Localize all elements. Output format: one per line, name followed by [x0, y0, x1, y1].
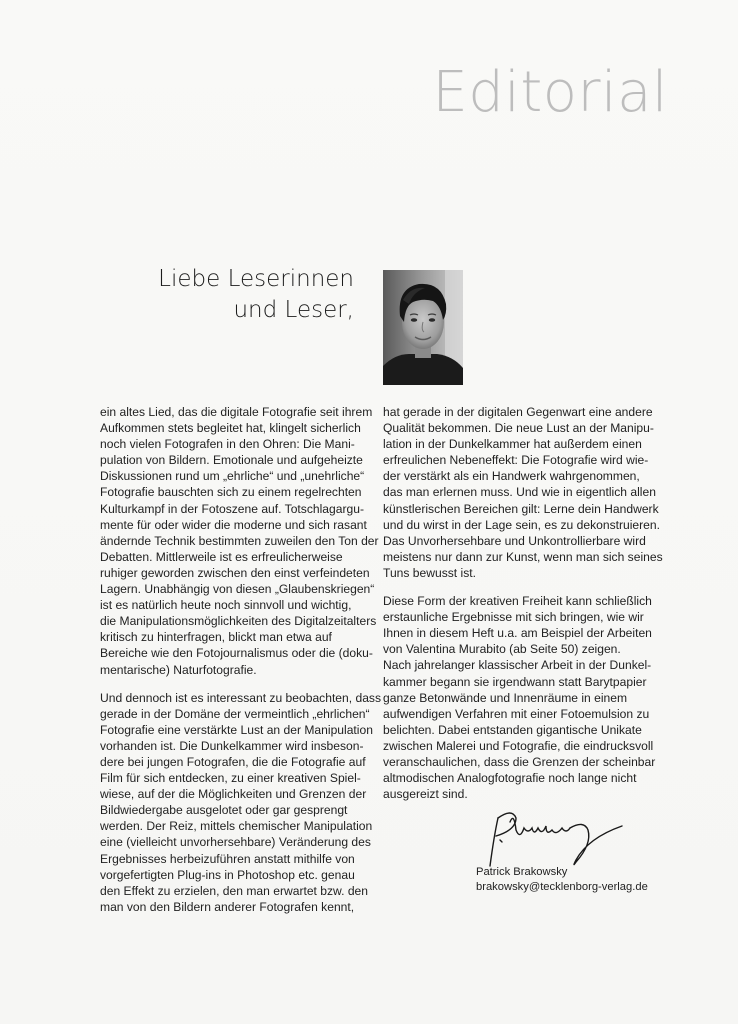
- text-line: ein altes Lied, das die digitale Fotografie seit ihrem: [100, 405, 373, 419]
- author-name: Patrick Brakowsky: [476, 866, 568, 878]
- text-line: Tuns bewusst ist.: [383, 565, 476, 580]
- text-line: aufwendigen Verfahren mit einer Fotoemulsion zu: [383, 706, 650, 721]
- left-paragraph-1: [100, 404, 379, 678]
- text-line: Ergebnisses herbeizuführen anstatt mithilfe von: [100, 851, 355, 866]
- text-line: Qualität bekommen. Die neue Lust an der Manipu-: [383, 421, 654, 436]
- greeting-heading: [158, 264, 354, 326]
- text-line: Und dennoch ist es interessant zu beobachten, dass: [100, 690, 382, 705]
- text-line: Film für sich entdecken, zu einer kreativen Spiel-: [100, 771, 361, 786]
- text-line: erfreulichen Nebeneffekt: Die Fotografie wird wie-: [383, 453, 649, 468]
- text-line: lation in der Dunkelkammer hat außerdem einen: [383, 437, 642, 452]
- text-line: wiese, auf der die Möglichkeiten und Grenzen der: [100, 787, 367, 802]
- left-paragraph-2: [100, 690, 382, 915]
- text-line: mentarische) Naturfotografie.: [100, 662, 257, 677]
- text-line: gerade in der Domäne der vermeintlich „ehrlichen“: [100, 706, 370, 721]
- text-line: noch vielen Fotografen in den Ohren: Die Mani-: [100, 437, 355, 452]
- text-line: Das Unvorhersehbare und Unkontrollierbare wird: [383, 533, 646, 548]
- text-line: ist es natürlich heute noch sinnvoll und wichtig,: [100, 598, 352, 613]
- text-line: Diskussionen rund um „ehrliche“ und „unehrliche“: [100, 469, 365, 484]
- text-line: vorhanden ist. Die Dunkelkammer wird insbeson-: [100, 738, 364, 753]
- text-line: Bereiche wie den Fotojournalismus oder die (doku-: [100, 646, 373, 661]
- text-line: man von den Bildern anderer Fotografen kennt,: [100, 899, 355, 914]
- text-line: werden. Der Reiz, mittels chemischer Manipulation: [100, 819, 373, 834]
- text-line: altmodischen Analogfotografie noch lange nicht: [383, 771, 637, 786]
- text-line: der verstärkt als ein Handwerk wahrgenommen,: [383, 469, 640, 484]
- text-line: Fotografie eine verstärkte Lust an der Manipulation: [100, 722, 373, 737]
- text-line: Bildwiedergabe ausgelotet oder gar gesprengt: [100, 803, 348, 818]
- text-line: hat gerade in der digitalen Gegenwart eine andere: [383, 405, 653, 419]
- text-line: die Manipulationsmöglichkeiten des Digitalzeitalters: [100, 614, 377, 629]
- right-paragraph-1: [383, 404, 663, 581]
- text-line: Diese Form der kreativen Freiheit kann schließlich: [383, 594, 652, 609]
- text-line: pulation von Bildern. Emotionale und aufgeheizte: [100, 453, 363, 468]
- greeting-line-2: und Leser,: [233, 297, 354, 323]
- text-line: von Valentina Murabito (ab Seite 50) zeigen.: [383, 642, 621, 657]
- text-line: kritisch zu hinterfragen, blickt man etwa auf: [100, 630, 332, 645]
- right-paragraph-2: [383, 593, 656, 802]
- text-line: das man erlernen muss. Und wie in eigentlich allen: [383, 485, 656, 500]
- right-text-column: [383, 404, 663, 814]
- text-line: kammer begann sie irgendwann statt Barytpapier: [383, 674, 647, 689]
- text-line: Ihnen in diesem Heft u.a. am Beispiel der Arbeiten: [383, 626, 652, 641]
- text-line: ganze Betonwände und Innenräume in einem: [383, 690, 628, 705]
- text-line: Aufkommen stets begleitet hat, klingelt sicherlich: [100, 421, 361, 436]
- text-line: den Effekt zu erzielen, den man erwartet bzw. den: [100, 883, 369, 898]
- page-title: Editorial: [432, 60, 668, 125]
- text-line: ausgereizt sind.: [383, 787, 468, 802]
- text-line: mente für oder wider die moderne und sich rasant: [100, 517, 367, 532]
- text-line: Debatten. Mittlerweile ist es erfreulicherweise: [100, 549, 343, 564]
- greeting-line-1: Liebe Leserinnen: [158, 266, 354, 292]
- text-line: dere bei jungen Fotografen, die die Fotografie auf: [100, 754, 366, 769]
- text-line: Nach jahrelanger klassischer Arbeit in der Dunkel-: [383, 658, 652, 673]
- text-line: Lagern. Unabhängig von diesen „Glaubenskriegen“: [100, 582, 375, 597]
- text-line: vorgefertigten Plug-ins in Photoshop etc. genau: [100, 867, 355, 882]
- text-line: eine (vielleicht unvorhersehbare) Veränderung des: [100, 835, 371, 850]
- author-email[interactable]: brakowsky@tecklenborg-verlag.de: [476, 881, 648, 893]
- text-line: Kulturkampf in der Fotoszene auf. Totschlagargu-: [100, 501, 364, 516]
- text-line: zwischen Malerei und Fotografie, die eindrucksvoll: [383, 738, 654, 753]
- author-portrait: [383, 270, 463, 385]
- text-line: ändernde Technik bestimmten zuweilen den Ton der: [100, 533, 379, 548]
- handwritten-signature: [476, 806, 632, 870]
- text-line: Fotografie bauschten sich zu einem regelrechten: [100, 485, 362, 500]
- text-line: und du wirst in der Lage sein, es zu dekonstruieren.: [383, 517, 660, 532]
- left-text-column: [100, 404, 382, 927]
- text-line: künstlerischen Bereichen gilt: Lerne dein Handwerk: [383, 501, 659, 516]
- text-line: erstaunliche Ergebnisse mit sich bringen, wie wir: [383, 610, 644, 625]
- text-line: belichten. Dabei entstanden gigantische Unikate: [383, 722, 642, 737]
- text-line: veranschaulichen, dass die Grenzen der scheinbar: [383, 754, 656, 769]
- text-line: ruhiger geworden zwischen den einst verfeindeten: [100, 565, 370, 580]
- text-line: meistens nur dann zur Kunst, wenn man sich seines: [383, 549, 663, 564]
